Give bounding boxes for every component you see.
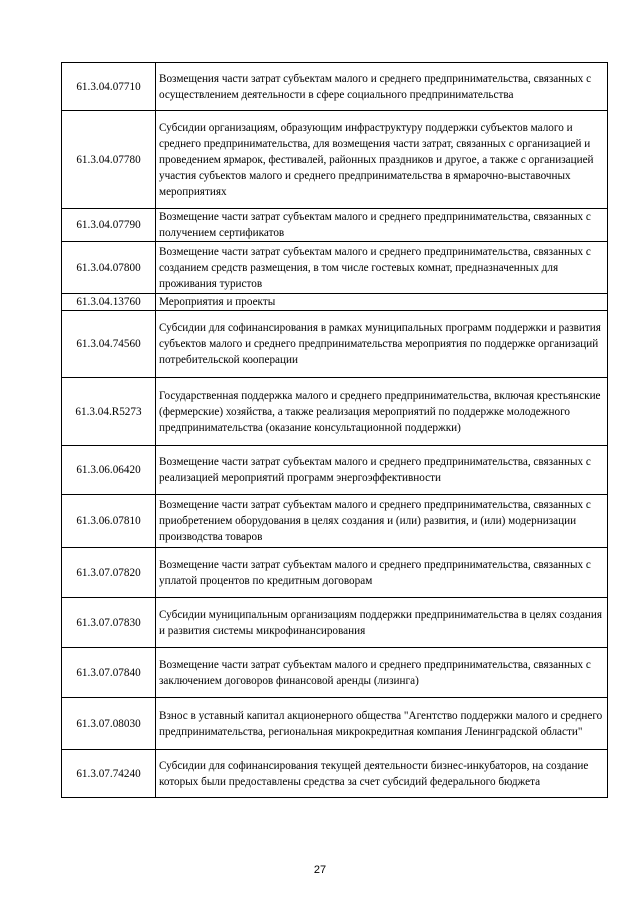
row-description: Субсидии муниципальным организациям поддержки предпринимательства в целях создания и развития системы микрофинансирования [156,598,608,648]
table-row [62,111,608,209]
table-row [62,598,608,648]
row-code: 61.3.04.R5273 [62,378,156,446]
row-description: Возмещение части затрат субъектам малого и среднего предпринимательства, связанных с реализацией мероприятий программ энергоэффективности [156,446,608,495]
table-row [62,242,608,294]
row-description: Субсидии для софинансирования в рамках муниципальных программ поддержки и развития субъектов малого и среднего предпринимательства мероприятия по поддержке организаций потребительской кооперации [156,311,608,378]
row-code: 61.3.04.07800 [62,242,156,294]
row-code: 61.3.04.07710 [62,63,156,111]
row-code: 61.3.04.07780 [62,111,156,209]
row-description: Возмещение части затрат субъектам малого и среднего предпринимательства, связанных с заключением договоров финансовой аренды (лизинга) [156,648,608,698]
row-code: 61.3.04.07790 [62,209,156,242]
row-description: Возмещение части затрат субъектам малого и среднего предпринимательства, связанных с приобретением оборудования в целях создания и (или) развития, и (или) модернизации производства товаров [156,495,608,548]
table-row [62,495,608,548]
table-row [62,378,608,446]
table-row [62,698,608,750]
row-code: 61.3.07.07820 [62,548,156,598]
row-description: Возмещение части затрат субъектам малого и среднего предпринимательства, связанных с созданием средств размещения, в том числе гостевых комнат, предназначенных для проживания туристов [156,242,608,294]
row-code: 61.3.04.13760 [62,294,156,311]
row-description: Возмещение части затрат субъектам малого и среднего предпринимательства, связанных с уплатой процентов по кредитным договорам [156,548,608,598]
table-row [62,446,608,495]
table-row [62,750,608,798]
row-description: Возмещение части затрат субъектам малого и среднего предпринимательства, связанных с получением сертификатов [156,209,608,242]
row-description: Взнос в уставный капитал акционерного общества "Агентство поддержки малого и среднего предпринимательства, региональная микрокредитная компания Ленинградской области" [156,698,608,750]
row-description: Мероприятия и проекты [156,294,608,311]
row-code: 61.3.07.74240 [62,750,156,798]
row-code: 61.3.04.74560 [62,311,156,378]
page-number: 27 [313,864,327,876]
row-description: Субсидии для софинансирования текущей деятельности бизнес-инкубаторов, на создание которых были предоставлены средства за счет субсидий федерального бюджета [156,750,608,798]
table-row [62,209,608,242]
row-code: 61.3.07.08030 [62,698,156,750]
budget-codes-table [61,62,608,798]
table-row [62,63,608,111]
row-code: 61.3.07.07840 [62,648,156,698]
table-row [62,294,608,311]
row-code: 61.3.07.07830 [62,598,156,648]
table-row [62,648,608,698]
row-code: 61.3.06.07810 [62,495,156,548]
table-row [62,311,608,378]
row-description: Субсидии организациям, образующим инфраструктуру поддержки субъектов малого и среднего предпринимательства, для возмещения части затрат, связанных с организацией и проведением ярмарок, фестивалей, районных праздников и другое, а также с организацией участия субъектов малого и среднего предпринимательства в ярмарочно-выставочных мероприятиях [156,111,608,209]
row-description: Возмещения части затрат субъектам малого и среднего предпринимательства, связанных с осуществлением деятельности в сфере социального предпринимательства [156,63,608,111]
row-code: 61.3.06.06420 [62,446,156,495]
row-description: Государственная поддержка малого и среднего предпринимательства, включая крестьянские (фермерские) хозяйства, а также реализация мероприятий по поддержке молодежного предпринимательства (оказание консультационной поддержки) [156,378,608,446]
table-row [62,548,608,598]
